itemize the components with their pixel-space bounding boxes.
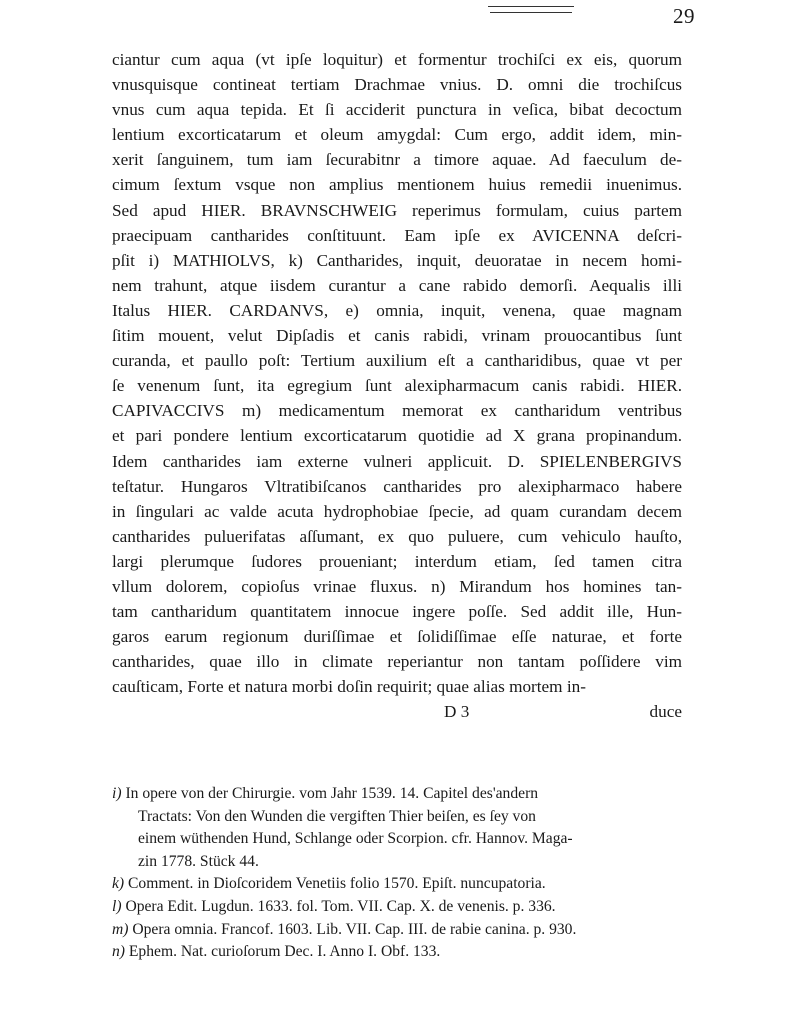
text-line: pſit i) MATHIOLVS, k) Cantharides, inquit, deuoratae in necem homi- <box>112 250 682 270</box>
text-line: cantharides puluerifatas aſſumant, ex quo puluere, cum vehiculo hauſto, <box>112 526 682 546</box>
text-line: nem trahunt, atque iisdem curantur a cane rabido demorſi. Aequalis illi <box>112 275 682 295</box>
footnote-text: zin 1778. Stück 44. <box>138 852 259 870</box>
text-line: xerit ſanguinem, tum iam ſecurabitnr a timore aquae. Ad faeculum de- <box>112 150 682 170</box>
text-line: teſtatur. Hungaros Vltratibiſcanos cantharides pro alexipharmaco habere <box>112 476 682 496</box>
header-rule <box>488 6 574 7</box>
footnote-text: einem wüthenden Hund, Schlange oder Scorpion. cfr. Hannov. Maga- <box>138 830 573 848</box>
footnotes <box>112 783 684 964</box>
text-line: in ſingulari ac valde acuta hydrophobiae ſpecie, ad quam curandam decem <box>112 501 682 521</box>
footnote-text: In opere von der Chirurgie. vom Jahr 1539. 14. Capitel des'andern <box>125 785 539 802</box>
text-line: ſe venenum ſunt, ita egregium ſunt alexipharmacum canis rabidi. HIER. <box>112 376 682 396</box>
text-line: Italus HIER. CARDANVS, e) omnia, inquit, venena, quae magnam <box>112 300 682 320</box>
footnote-marker: m) <box>112 920 129 938</box>
text-line: ſitim mouent, velut Dipſadis et canis rabidi, vrinam prouocantibus ſunt <box>112 326 682 346</box>
text-line: tam cantharidum quantitatem innocue ingere poſſe. Sed addit ille, Hun- <box>112 602 682 622</box>
signature-line <box>112 699 682 724</box>
footnote-marker: i) <box>112 785 122 802</box>
text-line: vllum dolorem, copioſus vrinae fluxus. n) Mirandum hos homines tan- <box>112 576 682 596</box>
text-line: vnusquisque contineat tertiam Drachmae vnius. D. omni die trochiſcus <box>112 75 682 95</box>
text-line: ciantur cum aqua (vt ipſe loquitur) et formentur trochiſci ex eis, quorum <box>112 50 682 69</box>
footnote-marker: n) <box>112 943 125 961</box>
text-line: lentium excorticatarum et oleum amygdal: Cum ergo, addit idem, min- <box>112 125 682 145</box>
footnote-line <box>112 941 684 964</box>
footnote-marker: k) <box>112 875 125 893</box>
text-line: garos earum regionum duriſſimae et ſolidiſſimae eſſe naturae, et forte <box>112 627 682 647</box>
text-line: largi plerumque ſudores proueniant; interdum etiam, ſed tamen citra <box>112 551 682 571</box>
text-line: cantharides, quae illo in climate reperiantur non tantam poſſidere vim <box>112 652 682 672</box>
footnote-text: Tractats: Von den Wunden die vergiften Thier beiſen, es ſey von <box>138 807 536 825</box>
text-line: CAPIVACCIVS m) medicamentum memorat ex cantharidum ventribus <box>112 401 682 421</box>
footnote-text: Opera Edit. Lugdun. 1633. fol. Tom. VII. Cap. X. de venenis. p. 336. <box>125 897 556 915</box>
footnote-text: Comment. in Dioſcoridem Venetiis folio 1570. Epiſt. nuncupatoria. <box>128 875 546 893</box>
footnote-line <box>112 851 684 874</box>
footnote-text: Ephem. Nat. curioſorum Dec. I. Anno I. Obf. 133. <box>128 943 441 961</box>
text-line: curanda, et paullo poſt: Tertium auxilium eſt a cantharidibus, quae vt per <box>112 351 682 371</box>
header-rule <box>490 12 572 13</box>
footnote-marker: l) <box>112 897 122 915</box>
footnote-line <box>112 896 684 919</box>
text-line: vnus cum aqua tepida. Et ſi acciderit punctura in veſica, bibat decoctum <box>112 100 682 120</box>
footnote-line <box>112 806 684 829</box>
footnote-text: Opera omnia. Francof. 1603. Lib. VII. Cap. III. de rabie canina. p. 930. <box>132 920 577 938</box>
text-line: cauſticam, Forte et natura morbi doſin requirit; quae alias mortem in- <box>112 677 586 697</box>
text-line: praecipuam cantharides conſtituunt. Eam ipſe ex AVICENNA deſcri- <box>112 225 682 245</box>
footnote-line <box>112 783 684 806</box>
text-line: Sed apud HIER. BRAVNSCHWEIG reperimus formulam, cuius partem <box>112 200 682 220</box>
text-line: cimum ſextum vsque non amplius mentionem huius remedii inuenimus. <box>112 175 682 195</box>
footnote-line <box>112 919 684 942</box>
catchword: duce <box>649 702 682 722</box>
page-number: 29 <box>673 4 695 28</box>
main-text <box>112 47 682 725</box>
text-line: Idem cantharides iam externe vulneri applicuit. D. SPIELENBERGIVS <box>112 451 682 471</box>
footnote-line <box>112 828 684 851</box>
signature-mark: D 3 <box>444 702 470 722</box>
text-line: et pari pondere lentium excorticatarum quotidie ad X grana propinandum. <box>112 426 682 446</box>
footnote-line <box>112 873 684 896</box>
